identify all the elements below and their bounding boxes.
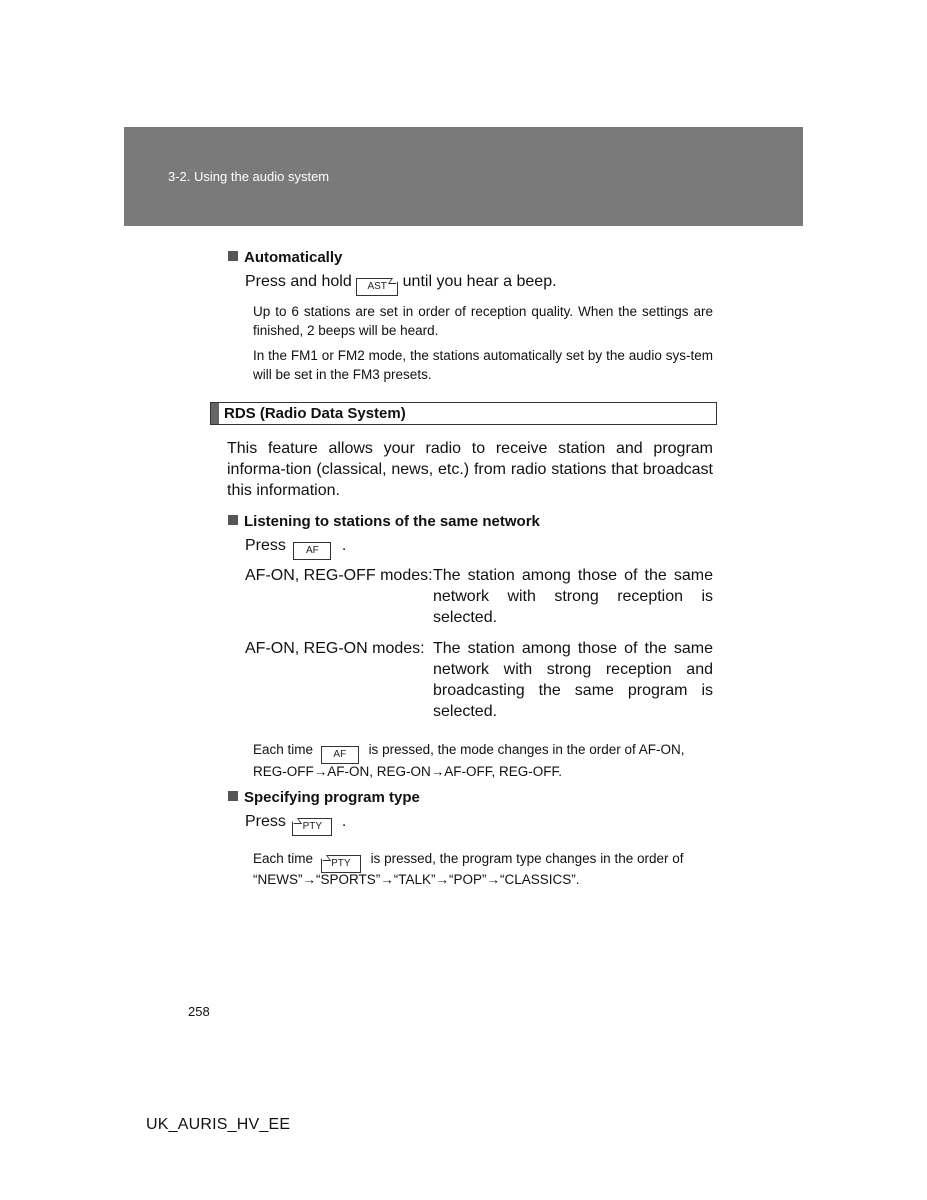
rds-intro: This feature allows your radio to receive station and program informa-tion (classical, news, etc.) from radio stations that broadcast this information. (227, 440, 713, 499)
network-heading-row (228, 513, 540, 530)
program-heading: Specifying program type (244, 789, 420, 806)
section-accent (211, 403, 219, 424)
program-note-suffix: is pressed, the program type changes in the order of (370, 851, 684, 866)
rds-section-title: RDS (Radio Data System) (224, 405, 406, 422)
auto-heading: Automatically (244, 249, 343, 266)
mode-desc-reg-off: The station among those of the same network with strong reception is selected. (433, 567, 713, 626)
square-bullet-icon (228, 515, 238, 525)
af-button-icon: AF (321, 746, 359, 764)
auto-press-prefix: Press and hold (245, 273, 352, 290)
network-heading: Listening to stations of the same network (244, 513, 540, 530)
network-note-suffix: is pressed, the mode changes in the order of AF-ON, (368, 742, 685, 757)
network-instruction (245, 535, 346, 560)
auto-note-2: In the FM1 or FM2 mode, the stations automatically set by the audio sys-tem will be set in the FM3 presets. (253, 348, 713, 382)
program-note-prefix: Each time (253, 851, 314, 866)
pty-button-icon: PTY (321, 855, 361, 873)
mode-desc-reg-on: The station among those of the same network with strong reception and broadcasting the same program is selected. (433, 640, 713, 720)
network-note-line2: REG-OFF→AF-ON, REG-ON→AF-OFF, REG-OFF. (253, 764, 562, 779)
program-press-prefix: Press (245, 813, 286, 830)
mode-label-reg-off: AF-ON, REG-OFF modes: (245, 567, 433, 584)
auto-note-1: Up to 6 stations are set in order of reception quality. When the settings are finished, 2 beeps will be heard. (253, 304, 713, 338)
document-code: UK_AURIS_HV_EE (146, 1116, 291, 1133)
program-instruction (245, 811, 346, 836)
rds-section-header (210, 402, 717, 425)
chapter-title: 3-2. Using the audio system (168, 169, 330, 184)
af-button-icon: AF (293, 542, 331, 560)
pty-button-icon: PTY (292, 818, 332, 836)
auto-instruction (245, 271, 557, 296)
page-number: 258 (188, 1004, 210, 1019)
program-heading-row (228, 789, 420, 806)
mode-label-reg-on: AF-ON, REG-ON modes: (245, 640, 425, 657)
square-bullet-icon (228, 251, 238, 261)
auto-press-suffix: until you hear a beep. (402, 273, 557, 290)
program-note-line2: “NEWS”→“SPORTS”→“TALK”→“POP”→“CLASSICS”. (253, 872, 580, 887)
square-bullet-icon (228, 791, 238, 801)
network-press-prefix: Press (245, 537, 286, 554)
network-press-suffix: . (341, 537, 347, 554)
ast-button-icon: AST (356, 278, 398, 296)
network-note-prefix: Each time (253, 742, 314, 757)
program-press-suffix: . (341, 813, 347, 830)
auto-heading-row (228, 249, 342, 266)
network-note-line1 (253, 740, 713, 764)
